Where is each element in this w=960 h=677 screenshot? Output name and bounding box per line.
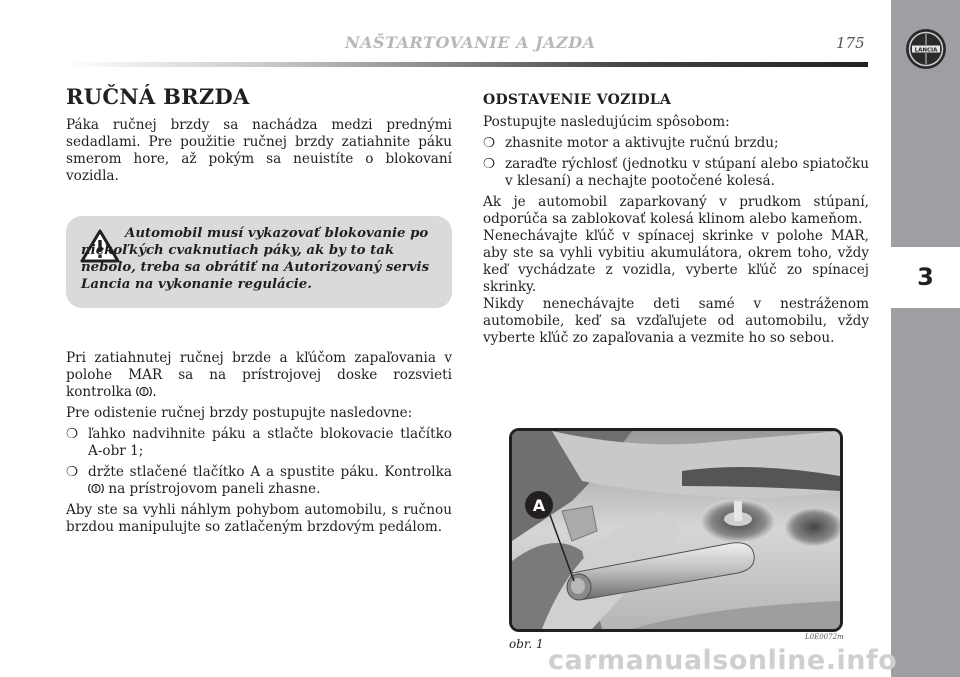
callout-a: A [532,496,546,515]
figure-code: L0E0072m [805,633,844,641]
warning-light-paragraph: Pri zatiahnutej ručnej brzde a kľúčom zapaľovania v polohe MAR sa na prístrojovej doske rozsvieti kontrolka ! . [66,350,452,400]
brake-warning-light-icon [136,385,152,398]
release-step-2: ❍ držte stlačené tlačítko A a spustite páku. Kontrolka ! na prístrojovom paneli zhasne. [66,464,452,497]
figure-parking-brake [509,428,843,632]
page-number: 175 [836,34,865,52]
bullet-mark: ❍ [483,135,496,151]
release-closing: Aby ste sa vyhli náhlym pohybom automobilu, s ručnou brzdou manipulujte so zatlačeným brzdovým pedálom. [66,502,452,535]
lancia-logo [905,28,947,70]
bullet-mark: ❍ [483,156,496,172]
warning-text: Automobil musí vykazovať blokovanie po niekoľkých cvaknutiach páky, ak by to tak nebolo, treba sa obrátiť na Autorizovaný servis Lancia na vykonanie regulácie. [81,226,430,292]
bullet-mark: ❍ [66,464,79,480]
parking-step-2: ❍ zaraďte rýchlosť (jednotku v stúpaní alebo spiatočku v klesaní) a nechajte pootočené kolesá. [483,156,869,189]
release-intro: Pre odistenie ručnej brzdy postupujte nasledovne: [66,405,413,421]
header-rule [66,62,868,67]
bullet-mark: ❍ [66,426,79,442]
left-column [66,84,452,189]
parking-paragraph-2: Nenechávajte kľúč v spínacej skrinke v polohe MAR, aby ste sa vyhli vybitiu akumulátora, okrem toho, vždy keď vychádzate z vozidla, vyberte kľúč zo spínacej skrinky. [483,228,869,295]
parking-brake-intro: Páka ručnej brzdy sa nachádza medzi prednými sedadlami. Pre použitie ručnej brzdy zatiahnite páku smerom hore, až pokým sa neuistíte o blokovaní vozidla. [66,117,452,184]
parking-intro: Postupujte nasledujúcim spôsobom: [483,114,730,130]
brake-warning-light-icon [88,482,104,495]
lancia-logo-text: LANCIA [914,47,938,54]
parking-brake-illustration [512,431,840,629]
warning-light-text: Pri zatiahnutej ručnej brzde a kľúčom zapaľovania v polohe MAR sa na prístrojovej doske rozsvieti kontrolka [66,350,452,400]
chapter-side-band [891,0,960,677]
running-header: NAŠTARTOVANIE A JAZDA [345,33,596,52]
left-column-lower [66,350,452,540]
parking-step-1: ❍ zhasnite motor a aktivujte ručnú brzdu; [483,135,779,151]
right-column [483,92,869,347]
parking-paragraph-3: Nikdy nenechávajte deti samé v nestráženom automobile, keď sa vzďaľujete od automobilu, vždy vyberte kľúč zo zapaľovania a vezmite ho so sebou. [483,296,869,346]
parking-paragraph-1: Ak je automobil zaparkovaný v prudkom stúpaní, odporúča sa zablokovať kolesá klinom alebo kameňom. [483,194,869,227]
section-heading-parking: ODSTAVENIE VOZIDLA [483,92,672,108]
section-heading-parking-brake: RUČNÁ BRZDA [66,84,250,109]
figure-caption: obr. 1 [509,637,544,651]
watermark: carmanualsonline.info [548,645,898,676]
svg-text:!: ! [94,485,98,493]
release-step-1: ❍ ľahko nadvihnite páku a stlačte blokovacie tlačítko A-obr 1; [66,426,452,459]
svg-text:!: ! [142,388,146,396]
chapter-tab[interactable]: 3 [891,247,960,308]
warning-box [66,216,452,308]
